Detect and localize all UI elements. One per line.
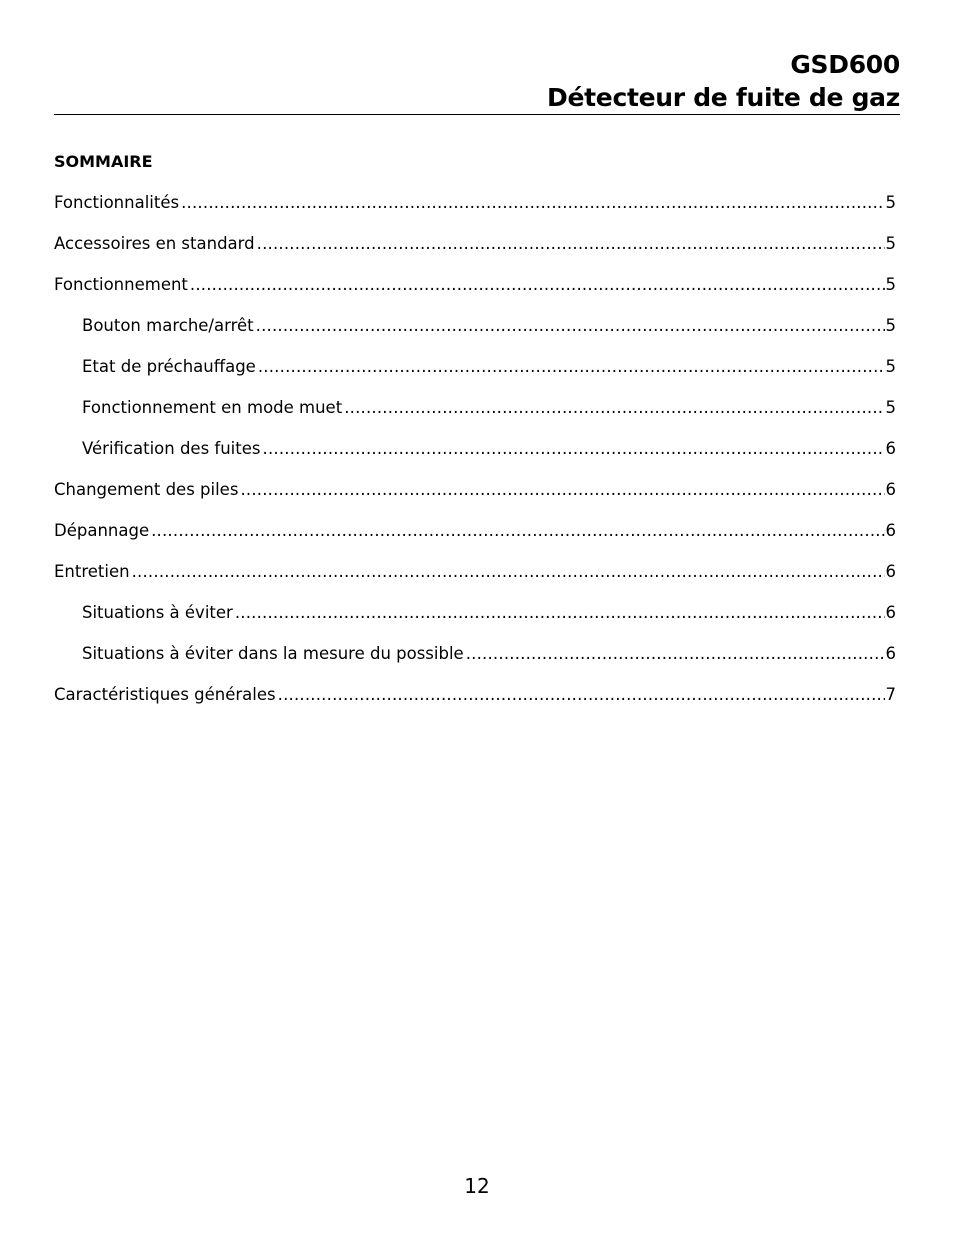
toc-entry-fonctionnement[interactable] <box>54 274 896 296</box>
toc-entry-label: Caractéristiques générales <box>54 685 276 704</box>
toc-entry-label: Bouton marche/arrêt <box>82 316 254 335</box>
toc-dot-leader <box>344 397 884 419</box>
toc-entry-page: 5 <box>885 193 896 212</box>
toc-dot-leader <box>132 561 885 583</box>
toc-entry-page: 5 <box>885 316 896 335</box>
toc-entry-label: Dépannage <box>54 521 150 540</box>
toc-entry-caracteristiques[interactable] <box>54 684 896 706</box>
toc-entry-situations-eviter-possible[interactable] <box>82 643 896 665</box>
toc-dot-leader <box>263 438 885 460</box>
toc-dot-leader <box>181 192 884 214</box>
toc-entry-depannage[interactable] <box>54 520 896 542</box>
toc-entry-page: 5 <box>885 398 896 417</box>
toc-dot-leader <box>258 356 885 378</box>
toc-entry-prechauffage[interactable] <box>82 356 896 378</box>
toc-entry-entretien[interactable] <box>54 561 896 583</box>
toc-entry-page: 6 <box>885 603 896 622</box>
toc-entry-label: Fonctionnement <box>54 275 188 294</box>
toc-dot-leader <box>256 315 885 337</box>
toc-dot-leader <box>151 520 884 542</box>
page-header <box>54 48 900 114</box>
toc-dot-leader <box>240 479 884 501</box>
toc-heading: SOMMAIRE <box>54 152 153 171</box>
toc-entry-fonctionnalites[interactable] <box>54 192 896 214</box>
toc-entry-label: Situations à éviter dans la mesure du possible <box>82 644 464 663</box>
toc-entry-situations-eviter[interactable] <box>82 602 896 624</box>
toc-entry-label: Vérification des fuites <box>82 439 261 458</box>
toc-dot-leader <box>466 643 885 665</box>
toc-entry-changement-piles[interactable] <box>54 479 896 501</box>
model-title: GSD600 <box>790 50 900 79</box>
toc-entry-page: 6 <box>885 644 896 663</box>
page-number: 12 <box>464 1174 490 1198</box>
toc-dot-leader <box>190 274 885 296</box>
toc-entry-verification-fuites[interactable] <box>82 438 896 460</box>
toc-entry-page: 6 <box>885 521 896 540</box>
toc-entry-bouton-marche-arret[interactable] <box>82 315 896 337</box>
toc-dot-leader <box>278 684 885 706</box>
toc-entry-label: Accessoires en standard <box>54 234 255 253</box>
toc-entry-page: 7 <box>885 685 896 704</box>
toc-entry-label: Fonctionnalités <box>54 193 180 212</box>
toc-entry-page: 6 <box>885 439 896 458</box>
toc-entry-label: Fonctionnement en mode muet <box>82 398 343 417</box>
document-title: Détecteur de fuite de gaz <box>547 83 900 112</box>
toc-dot-leader <box>257 233 885 255</box>
toc-entry-label: Etat de préchauffage <box>82 357 256 376</box>
toc-entry-page: 6 <box>885 480 896 499</box>
toc-entry-label: Situations à éviter <box>82 603 233 622</box>
toc-entry-label: Changement des piles <box>54 480 239 499</box>
toc-entry-page: 5 <box>885 234 896 253</box>
toc-entry-label: Entretien <box>54 562 130 581</box>
toc-entry-page: 5 <box>885 275 896 294</box>
header-divider <box>54 114 900 115</box>
toc-entry-page: 5 <box>885 357 896 376</box>
toc-entry-page: 6 <box>885 562 896 581</box>
toc-entry-accessoires[interactable] <box>54 233 896 255</box>
toc-dot-leader <box>235 602 885 624</box>
toc-entry-mode-muet[interactable] <box>82 397 896 419</box>
